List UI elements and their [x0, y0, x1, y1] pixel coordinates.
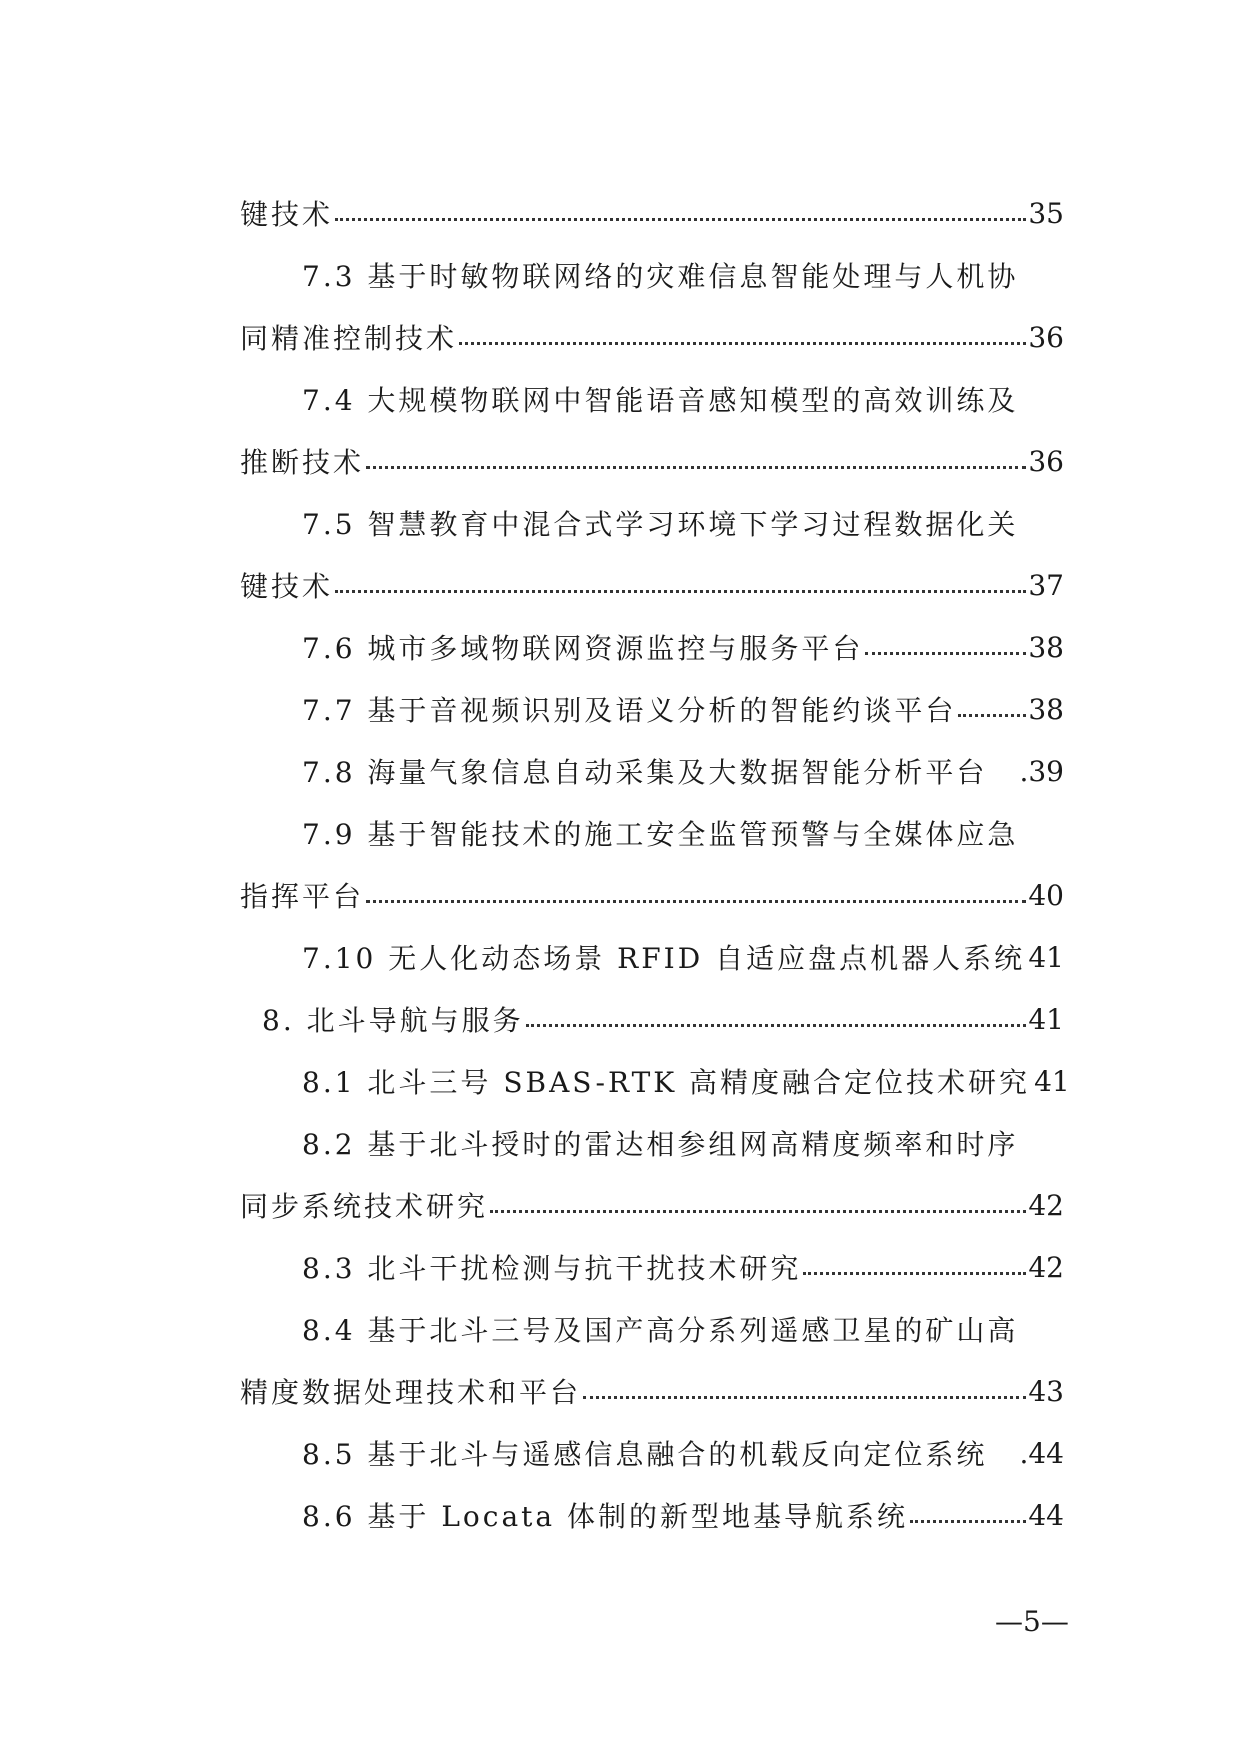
dot-leader: [335, 199, 1026, 227]
toc-entry-title: 键技术: [240, 570, 334, 603]
toc-entry[interactable]: [240, 988, 1064, 1050]
toc-entry-page: 37: [1028, 568, 1064, 602]
dot-leader: [366, 447, 1026, 475]
toc-entry[interactable]: [240, 1174, 1064, 1236]
toc-entry-title: 8.6 基于 Locata 体制的新型地基导航系统: [302, 1500, 909, 1533]
toc-entry[interactable]: [240, 802, 1064, 864]
toc-entry-page: 38: [1028, 630, 1064, 664]
toc-entry[interactable]: [240, 926, 1064, 988]
toc-entry[interactable]: [240, 616, 1064, 678]
toc-entry[interactable]: [240, 678, 1064, 740]
toc-entry-title: 精度数据处理技术和平台: [240, 1376, 582, 1409]
toc-entry-page: 38: [1028, 692, 1064, 726]
toc-entry-page: 43: [1028, 1374, 1064, 1408]
toc-entry-title: 7.5 智慧教育中混合式学习环境下学习过程数据化关: [302, 508, 1019, 541]
toc-entry-page: 44: [1028, 1498, 1064, 1532]
toc-entry-title: 8.5 基于北斗与遥感信息融合的机载反向定位系统: [302, 1438, 988, 1471]
toc-entry[interactable]: [240, 554, 1064, 616]
toc-entry-page: 41: [1028, 940, 1064, 974]
toc-entry-title: 8. 北斗导航与服务: [262, 1004, 524, 1037]
toc-entry[interactable]: [240, 1484, 1064, 1546]
toc-entry[interactable]: [240, 368, 1064, 430]
dot-leader: [910, 1501, 1026, 1529]
toc-entry-page: 41: [1028, 1002, 1064, 1036]
dot-leader: [459, 323, 1026, 351]
toc-entry[interactable]: [240, 430, 1064, 492]
toc-entry-page: 41: [1034, 1064, 1070, 1098]
toc-entry-page: .39: [1019, 754, 1064, 788]
toc-entry[interactable]: [240, 1112, 1064, 1174]
toc-entry-page: 40: [1028, 878, 1064, 912]
dot-leader: [583, 1377, 1026, 1405]
toc-entry-page: 36: [1028, 320, 1064, 354]
toc-entry-page: .44: [1019, 1436, 1064, 1470]
toc-entry-title: 7.10 无人化动态场景 RFID 自适应盘点机器人系统: [302, 942, 1026, 975]
toc-entry[interactable]: [240, 306, 1064, 368]
toc-entry-title: 7.7 基于音视频识别及语义分析的智能约谈平台: [302, 694, 957, 727]
toc-entry[interactable]: [240, 740, 1064, 802]
toc-entry-page: 36: [1028, 444, 1064, 478]
dot-leader: [366, 881, 1026, 909]
dot-leader: [865, 633, 1026, 661]
toc-entry-page: 42: [1028, 1250, 1064, 1284]
table-of-contents: [240, 182, 1070, 1546]
toc-entry-title: 同精准控制技术: [240, 322, 458, 355]
toc-entry[interactable]: [240, 864, 1064, 926]
toc-entry-title: 8.3 北斗干扰检测与抗干扰技术研究: [302, 1252, 802, 1285]
dot-leader: [803, 1253, 1026, 1281]
toc-entry-title: 8.4 基于北斗三号及国产高分系列遥感卫星的矿山高: [302, 1314, 1019, 1347]
toc-entry[interactable]: [240, 492, 1064, 554]
dot-leader: [958, 695, 1026, 723]
toc-entry[interactable]: [240, 1298, 1064, 1360]
toc-entry[interactable]: [240, 182, 1064, 244]
toc-entry[interactable]: [240, 1360, 1064, 1422]
toc-entry[interactable]: [240, 1422, 1064, 1484]
dot-leader: [335, 571, 1026, 599]
page-number: —5—: [995, 1605, 1069, 1638]
toc-entry-title: 8.1 北斗三号 SBAS-RTK 高精度融合定位技术研究: [302, 1066, 1031, 1099]
toc-entry-title: 7.4 大规模物联网中智能语音感知模型的高效训练及: [302, 384, 1019, 417]
toc-entry-title: 7.9 基于智能技术的施工安全监管预警与全媒体应急: [302, 818, 1019, 851]
toc-entry-page: 35: [1028, 196, 1064, 230]
toc-entry-title: 7.8 海量气象信息自动采集及大数据智能分析平台: [302, 756, 988, 789]
toc-entry-title: 指挥平台: [240, 880, 365, 913]
toc-entry-title: 7.3 基于时敏物联网络的灾难信息智能处理与人机协: [302, 260, 1019, 293]
toc-entry-title: 键技术: [240, 198, 334, 231]
toc-entry-title: 同步系统技术研究: [240, 1190, 489, 1223]
toc-entry-title: 推断技术: [240, 446, 365, 479]
dot-leader: [490, 1191, 1026, 1219]
toc-entry-page: 42: [1028, 1188, 1064, 1222]
toc-entry[interactable]: [240, 1050, 1070, 1112]
toc-entry-title: 7.6 城市多域物联网资源监控与服务平台: [302, 632, 864, 665]
toc-entry[interactable]: [240, 1236, 1064, 1298]
toc-entry-title: 8.2 基于北斗授时的雷达相参组网高精度频率和时序: [302, 1128, 1019, 1161]
toc-entry[interactable]: [240, 244, 1064, 306]
dot-leader: [526, 1005, 1027, 1033]
